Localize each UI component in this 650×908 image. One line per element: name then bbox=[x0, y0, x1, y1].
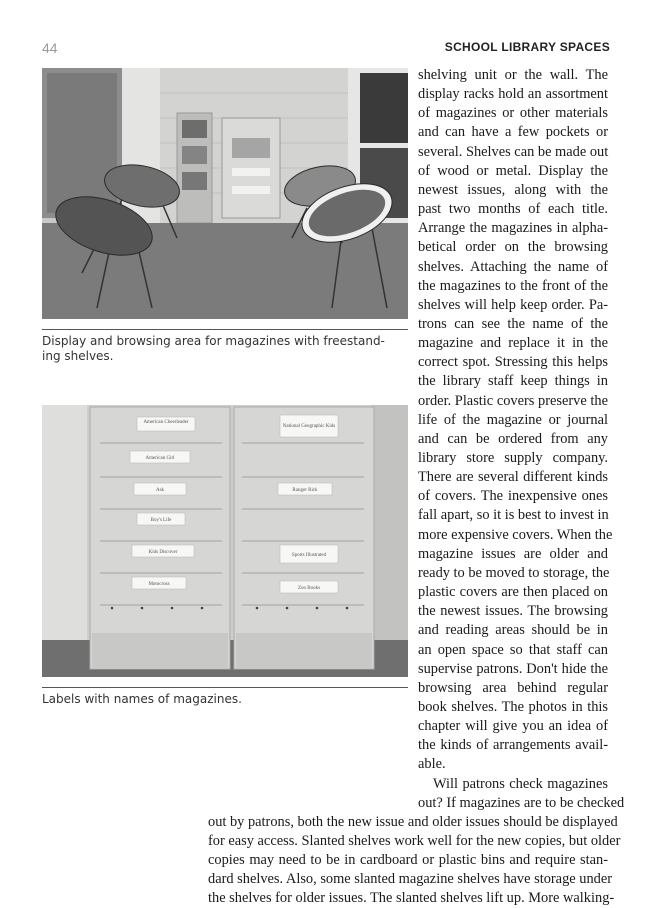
shelf-label: National Geographic Kids bbox=[282, 424, 336, 429]
shelf-label: Kids Discover bbox=[148, 550, 178, 555]
shelf-label: American Girl bbox=[145, 456, 175, 461]
body-line: past two months of each title. bbox=[418, 201, 608, 218]
body-line: the kinds of arrangements avail- bbox=[418, 737, 608, 754]
body-line: more expensive covers. When the bbox=[418, 526, 613, 543]
running-head: SCHOOL LIBRARY SPACES bbox=[444, 40, 610, 54]
body-line: library store supply company. bbox=[418, 450, 608, 466]
body-line: life of the magazine or journal bbox=[418, 411, 608, 428]
shelf-label: Motocross bbox=[148, 582, 170, 587]
photo-browsing-area bbox=[42, 68, 408, 319]
body-line: betical order on the browsing bbox=[418, 239, 608, 256]
caption-rule bbox=[42, 329, 408, 330]
body-line: magazine and replace it in the bbox=[418, 335, 608, 352]
body-line: order. Plastic covers preserve the bbox=[418, 392, 608, 409]
body-line: shelves will help keep order. Pa- bbox=[418, 296, 608, 313]
shelf-label: Sports Illustrated bbox=[291, 553, 327, 558]
body-line: newest issues, along with the bbox=[418, 181, 608, 198]
body-line: out? If magazines are to be checked bbox=[418, 794, 625, 811]
shelf-label: Ask bbox=[155, 488, 165, 493]
body-line: trons can see the name of the bbox=[418, 315, 608, 332]
body-line: out by patrons, both the new issue and older issues should be displayed bbox=[208, 813, 618, 830]
shelf-label: Zoo Books bbox=[297, 586, 321, 591]
body-line: plastic covers are then placed on bbox=[418, 584, 608, 601]
body-line: shelving unit or the wall. The bbox=[418, 67, 608, 83]
body-line: for easy access. Slanted shelves work well for the new copies, but older bbox=[208, 833, 621, 849]
body-line: the shelves for older issues. The slanted shelves lift up. More walking- bbox=[208, 890, 615, 907]
photo-magazine-labels bbox=[42, 405, 408, 677]
body-line: shelves. Attaching the name of bbox=[418, 258, 608, 275]
body-line: magazine issues are older and bbox=[418, 545, 608, 562]
shelf-label: Ranger Rick bbox=[292, 488, 318, 493]
body-line: Will patrons check magazines bbox=[433, 775, 608, 792]
caption-rule bbox=[42, 687, 408, 688]
body-line: book shelves. The photos in this bbox=[418, 698, 608, 715]
body-line: Arrange the magazines in alpha- bbox=[418, 220, 608, 237]
body-line: copies may need to be in cardboard or plastic bins and require stan- bbox=[208, 852, 608, 869]
body-line: several. Shelves can be made out bbox=[418, 143, 609, 160]
shelf-label: American Cheerleader bbox=[143, 420, 189, 425]
body-line: and can be ordered from any bbox=[418, 430, 608, 447]
body-line: the library staff keep things in bbox=[418, 373, 608, 390]
page-number: 44 bbox=[42, 40, 58, 56]
body-line: There are several different kinds bbox=[418, 469, 608, 486]
body-line: the newest issues. The browsing bbox=[418, 603, 608, 620]
body-line: an open space so that staff can bbox=[418, 641, 608, 658]
body-line: and can have a few pockets or bbox=[418, 124, 608, 141]
body-line: display racks hold an assortment bbox=[418, 86, 608, 103]
body-line: and reading areas should be in bbox=[418, 622, 608, 639]
body-line: of covers. The inexpensive ones bbox=[418, 488, 608, 505]
body-line: dard shelves. Also, some slanted magazine shelves have storage under bbox=[208, 871, 613, 888]
shelf-label: Boy's Life bbox=[150, 518, 172, 523]
body-line: ready to be moved to storage, the bbox=[418, 564, 610, 581]
body-line: chapter will give you an idea of bbox=[418, 718, 608, 735]
body-line: supervise patrons. Don't hide the bbox=[418, 660, 608, 677]
figure-caption: Labels with names of magazines. bbox=[42, 692, 242, 706]
body-line: of magazines or other materials bbox=[418, 105, 608, 122]
body-line: the magazines to the front of the bbox=[418, 277, 608, 294]
body-line: of wood or metal. Display the bbox=[418, 162, 608, 179]
body-line: fall apart, so it is best to invest in bbox=[418, 507, 609, 524]
body-line: correct spot. Stressing this helps bbox=[418, 354, 608, 371]
body-line: able. bbox=[418, 756, 446, 773]
body-line: browsing area behind regular bbox=[418, 679, 608, 696]
figure-caption: Display and browsing area for magazines with freestand- ing shelves. bbox=[42, 334, 385, 363]
